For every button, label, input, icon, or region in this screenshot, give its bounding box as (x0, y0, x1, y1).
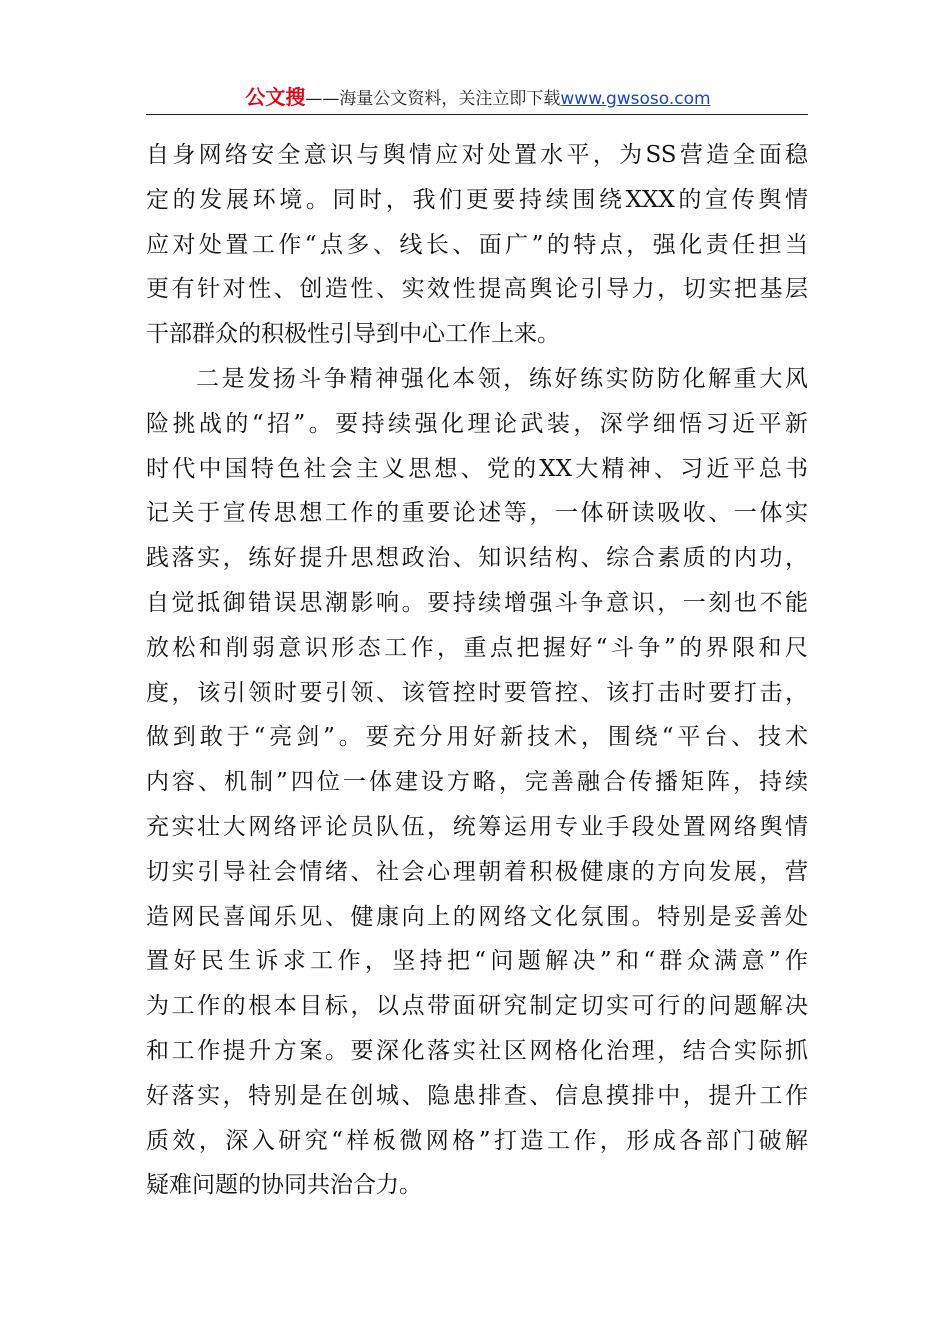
text-line: 内容、机制”四位一体建设方略，完善融合传播矩阵，持续 (146, 769, 808, 796)
brand-name: 公文搜 (245, 85, 306, 109)
text-line: 疑难问题的协同共治合力。 (146, 1172, 422, 1199)
text-line: 更有针对性、创造性、实效性提高舆论引导力，切实把基层 (146, 276, 808, 303)
text-line: 记关于宣传思想工作的重要论述等，一体研读吸收、一体实 (146, 500, 808, 527)
website-link[interactable]: www.gwsoso.com (560, 89, 711, 109)
text-line: 自觉抵御错误思潮影响。要持续增强斗争意识，一刻也不能 (146, 589, 808, 616)
text-line: 二是发扬斗争精神强化本领，练好练实防防化解重大风 (196, 365, 808, 392)
text-line: 质效，深入研究“样板微网格”打造工作，形成各部门破解 (146, 1127, 808, 1154)
paragraph (146, 357, 808, 1208)
text-line: 定的发展环境。同时，我们更要持续围绕XXX的宣传舆情 (146, 186, 808, 213)
text-line: 度，该引领时要引领、该管控时要管控、该打击时要打击， (146, 679, 808, 706)
text-line: 险挑战的“招”。要持续强化理论武装，深学细悟习近平新 (146, 410, 808, 437)
text-line: 应对处置工作“点多、线长、面广”的特点，强化责任担当 (146, 231, 808, 258)
text-line: 好落实，特别是在创城、隐患排查、信息摸排中，提升工作 (146, 1082, 808, 1109)
text-line: 干部群众的积极性引导到中心工作上来。 (146, 321, 560, 348)
text-line: 自身网络安全意识与舆情应对处置水平，为SS营造全面稳 (146, 142, 808, 168)
text-line: 时代中国特色社会主义思想、党的XX大精神、习近平总书 (146, 455, 808, 482)
text-line: 切实引导社会情绪、社会心理朝着积极健康的方向发展，营 (146, 858, 808, 885)
text-line: 践落实，练好提升思想政治、知识结构、综合素质的内功， (146, 545, 808, 572)
text-line: 为工作的根本目标，以点带面研究制定切实可行的问题解决 (146, 993, 808, 1020)
header-tagline: ——海量公文资料，关注立即下载 (305, 89, 561, 109)
page-header (148, 82, 808, 112)
text-line: 放松和削弱意识形态工作，重点把握好“斗争”的界限和尺 (146, 634, 808, 661)
document-body (146, 133, 808, 1208)
text-line: 充实壮大网络评论员队伍，统筹运用专业手段处置网络舆情 (146, 813, 808, 840)
paragraph (146, 133, 808, 357)
header-divider (146, 114, 808, 115)
text-line: 做到敢于“亮剑”。要充分用好新技术，围绕“平台、技术 (146, 724, 808, 751)
text-line: 和工作提升方案。要深化落实社区网格化治理，结合实际抓 (146, 1037, 808, 1064)
text-line: 造网民喜闻乐见、健康向上的网络文化氛围。特别是妥善处 (146, 903, 808, 930)
text-line: 置好民生诉求工作，坚持把“问题解决”和“群众满意”作 (146, 948, 808, 975)
